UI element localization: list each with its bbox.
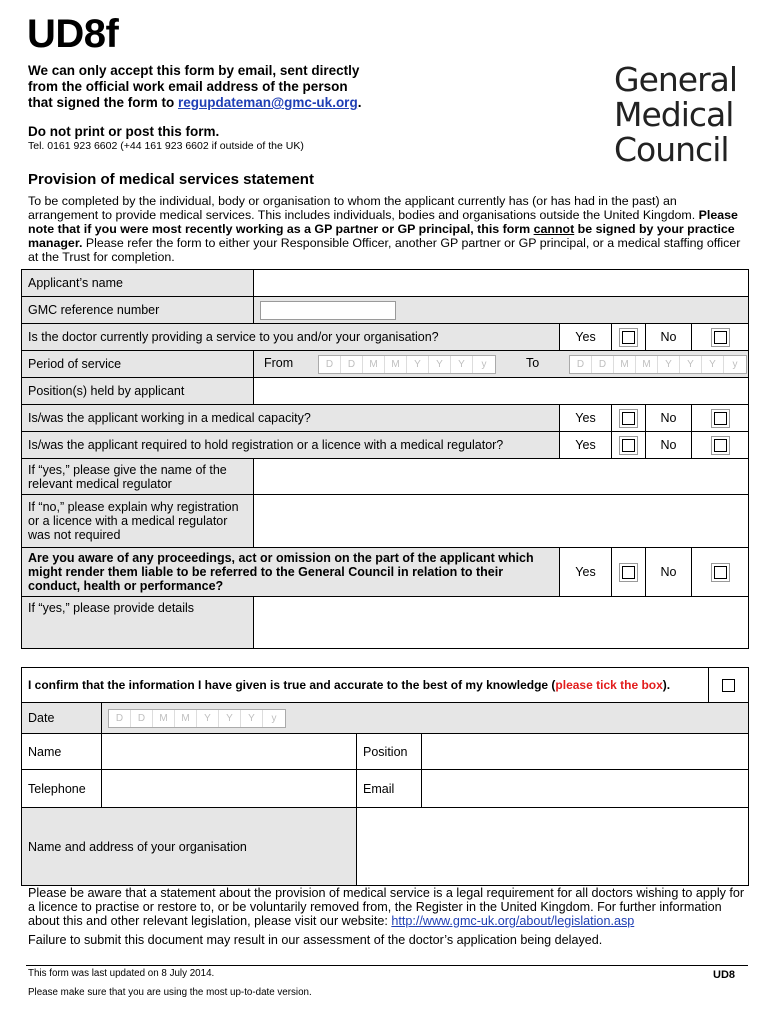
row-required-registration bbox=[22, 432, 749, 459]
telephone-field[interactable] bbox=[102, 770, 357, 808]
medical-capacity-label: Is/was the applicant working in a medical capacity? bbox=[22, 405, 560, 432]
org-label: Name and address of your organisation bbox=[22, 808, 357, 886]
registration-no-checkbox[interactable] bbox=[714, 439, 727, 452]
org-field[interactable] bbox=[357, 808, 749, 886]
intro-text bbox=[28, 63, 408, 111]
regulator-name-label: If “yes,” please give the name of the relevant medical regulator bbox=[22, 459, 254, 495]
intro-line-2: from the official work email address of the person bbox=[28, 79, 348, 94]
confirm-text: I confirm that the information I have given is true and accurate to the best of my knowledge ( bbox=[28, 677, 556, 692]
legal-note bbox=[28, 886, 750, 928]
row-date bbox=[22, 703, 749, 734]
form-code: UD8 bbox=[713, 969, 736, 981]
desc-part-1: To be completed by the individual, body or organisation to whom the applicant currently has (or has had in the past) an arrangement to provide medical services. This includes individuals, bodies and organisations outside the United Kingdom. bbox=[28, 194, 699, 222]
legal-note-text: Please be aware that a statement about the provision of medical service is a legal requirement for all doctors wishing to apply for a licence to practise or restore to, or be voluntarily removed from, the Register in the United Kingdom. For further information about this and other relevant legislation, please visit our website: bbox=[28, 886, 745, 928]
no-label: No bbox=[646, 405, 692, 432]
name-field[interactable] bbox=[102, 734, 357, 770]
registration-yes-checkbox[interactable] bbox=[622, 439, 635, 452]
tick-instruction: please tick the box bbox=[555, 677, 663, 692]
row-medical-capacity bbox=[22, 405, 749, 432]
version-note: Please make sure that you are using the most up-to-date version. bbox=[28, 987, 312, 998]
confirm-end: ). bbox=[662, 677, 671, 692]
desc-cannot: cannot bbox=[533, 222, 575, 236]
explain-why-field[interactable] bbox=[254, 495, 749, 548]
aware-proceedings-label: Are you aware of any proceedings, act or omission on the part of the applicant which might render them liable to be referred to the General Council in relation to their conduct, health or performance? bbox=[22, 548, 560, 597]
providing-yes-checkbox[interactable] bbox=[622, 331, 635, 344]
row-telephone-email bbox=[22, 770, 749, 808]
logo-line-3: Council bbox=[614, 130, 729, 169]
period-to-date[interactable]: D D M M Y Y Y y bbox=[569, 355, 747, 374]
row-regulator-name bbox=[22, 459, 749, 495]
no-label: No bbox=[646, 324, 692, 351]
email-field[interactable] bbox=[422, 770, 749, 808]
yes-label: Yes bbox=[560, 432, 612, 459]
email-label: Email bbox=[357, 770, 422, 808]
regulator-name-field[interactable] bbox=[254, 459, 749, 495]
gmc-ref-label: GMC reference number bbox=[22, 297, 254, 324]
telephone-info: Tel. 0161 923 6602 (+44 161 923 6602 if outside of the UK) bbox=[28, 140, 304, 152]
intro-line-1: We can only accept this form by email, sent directly bbox=[28, 63, 360, 78]
row-explain-why bbox=[22, 495, 749, 548]
capacity-yes-checkbox[interactable] bbox=[622, 412, 635, 425]
confirm-statement bbox=[22, 668, 709, 703]
form-id: UD8f bbox=[27, 12, 119, 56]
confirm-date[interactable]: D D M M Y Y Y y bbox=[108, 709, 286, 728]
providing-no-checkbox[interactable] bbox=[714, 331, 727, 344]
row-confirm bbox=[22, 668, 749, 703]
yes-label: Yes bbox=[560, 324, 612, 351]
footer-divider bbox=[26, 965, 748, 966]
details-label: If “yes,” please provide details bbox=[22, 597, 254, 649]
row-applicant-name bbox=[22, 270, 749, 297]
period-label: Period of service bbox=[22, 351, 254, 378]
confirm-checkbox[interactable] bbox=[722, 679, 735, 692]
failure-note: Failure to submit this document may result in our assessment of the doctor’s application being delayed. bbox=[28, 933, 603, 947]
row-organisation bbox=[22, 808, 749, 886]
details-field[interactable] bbox=[254, 597, 749, 649]
from-label: From bbox=[264, 356, 294, 371]
intro-line-3: that signed the form to bbox=[28, 95, 178, 110]
row-providing-service bbox=[22, 324, 749, 351]
providing-service-label: Is the doctor currently providing a service to you and/or your organisation? bbox=[22, 324, 560, 351]
yes-label: Yes bbox=[560, 548, 612, 597]
date-label: Date bbox=[22, 703, 102, 734]
explain-why-label: If “no,” please explain why registration or a licence with a medical regulator was not required bbox=[22, 495, 254, 548]
name-label: Name bbox=[22, 734, 102, 770]
row-name-position bbox=[22, 734, 749, 770]
position-held-field[interactable] bbox=[254, 378, 749, 405]
row-period bbox=[22, 351, 749, 378]
gmc-logo bbox=[614, 62, 737, 167]
last-updated: This form was last updated on 8 July 2014. bbox=[28, 968, 215, 979]
email-link[interactable]: regupdateman@gmc-uk.org bbox=[178, 95, 358, 110]
row-aware-proceedings bbox=[22, 548, 749, 597]
section-title: Provision of medical services statement bbox=[28, 171, 314, 188]
gmc-ref-input[interactable] bbox=[260, 301, 396, 320]
period-from-date[interactable]: D D M M Y Y Y y bbox=[318, 355, 496, 374]
no-label: No bbox=[646, 548, 692, 597]
capacity-no-checkbox[interactable] bbox=[714, 412, 727, 425]
logo-line-1: General bbox=[614, 60, 738, 99]
section-description bbox=[28, 194, 750, 264]
desc-bold-1: Please note that if you were most recently working as a GP partner or GP principal, this form bbox=[28, 208, 738, 236]
to-label: To bbox=[526, 356, 540, 371]
position-label: Position bbox=[357, 734, 422, 770]
no-label: No bbox=[646, 432, 692, 459]
position-field[interactable] bbox=[422, 734, 749, 770]
no-print-notice: Do not print or post this form. bbox=[28, 124, 220, 139]
desc-part-2: Please refer the form to either your Responsible Officer, another GP partner or GP principal, or a medical staffing officer at the Trust for completion. bbox=[28, 236, 741, 264]
row-gmc-ref bbox=[22, 297, 749, 324]
telephone-label: Telephone bbox=[22, 770, 102, 808]
logo-line-2: Medical bbox=[614, 95, 734, 134]
row-position-held bbox=[22, 378, 749, 405]
confirmation-table bbox=[21, 667, 749, 886]
legislation-link[interactable]: http://www.gmc-uk.org/about/legislation.asp bbox=[391, 914, 635, 928]
required-registration-label: Is/was the applicant required to hold registration or a licence with a medical regulator? bbox=[22, 432, 560, 459]
position-held-label: Position(s) held by applicant bbox=[22, 378, 254, 405]
yes-label: Yes bbox=[560, 405, 612, 432]
proceedings-yes-checkbox[interactable] bbox=[622, 566, 635, 579]
row-details bbox=[22, 597, 749, 649]
service-details-table bbox=[21, 269, 749, 649]
intro-period: . bbox=[357, 95, 362, 110]
applicant-name-label: Applicant’s name bbox=[22, 270, 254, 297]
applicant-name-field[interactable] bbox=[254, 270, 749, 297]
proceedings-no-checkbox[interactable] bbox=[714, 566, 727, 579]
desc-bold-2: be signed by your practice manager. bbox=[28, 222, 735, 250]
